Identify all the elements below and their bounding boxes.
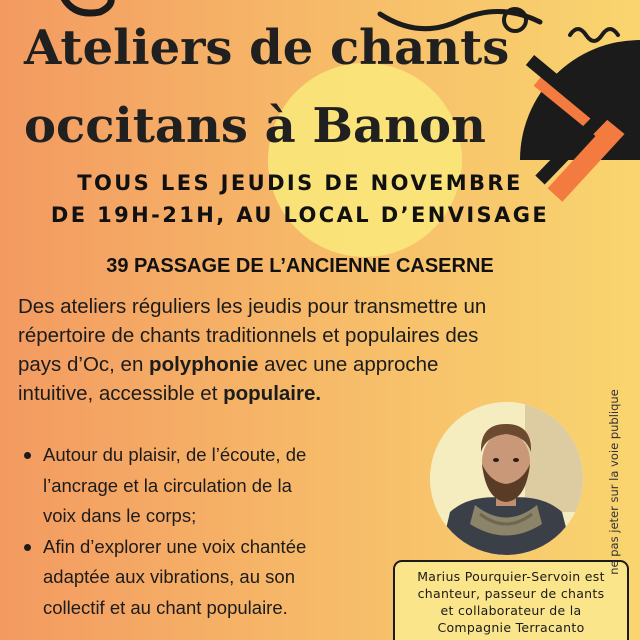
title-line-1: Ateliers de chants [24, 20, 510, 76]
bullet-list [18, 440, 398, 623]
intro-paragraph [18, 292, 608, 408]
bullet-2-line-1: Afin d’explorer une voix chantée [43, 535, 307, 557]
intro-line-3-start: pays d’Oc, en [18, 353, 150, 376]
caption-line-2: chanteur, passeur de chants [417, 586, 605, 601]
legal-sidenote: ne pas jeter sur la voie publique [607, 389, 621, 575]
caption-line-4: Compagnie Terracanto [437, 620, 585, 635]
bullet-1-line-3: voix dans le corps; [43, 505, 197, 526]
intro-line-3 [18, 350, 608, 379]
bullet-1-line-1: Autour du plaisir, de l’écoute, de [43, 444, 307, 465]
bullet-dot-icon [24, 544, 31, 551]
sun-circle [268, 63, 462, 257]
portrait-illustration [430, 402, 583, 555]
address: 39 PASSAGE DE L’ANCIENNE CASERNE [106, 255, 494, 277]
title-line-2: occitans à Banon [24, 98, 486, 154]
intro-line-1: Des ateliers réguliers les jeudis pour transmettre un [18, 295, 487, 318]
singer-caption [393, 560, 629, 640]
bullet-dot-icon [24, 452, 31, 459]
polyphonie-highlight: polyphonie [149, 353, 259, 376]
list-item [18, 440, 398, 532]
bullet-2-line-3: collectif et au chant populaire. [43, 596, 288, 618]
populaire-highlight: populaire. [223, 382, 322, 405]
bullet-1-line-2: l’ancrage et la circulation de la [43, 474, 292, 496]
schedule-line-1: TOUS LES JEUDIS DE NOVEMBRE [77, 171, 523, 195]
caption-line-1: Marius Pourquier-Servoin est [417, 569, 605, 584]
black-swirl-top [60, 0, 111, 13]
intro-line-4-start: intuitive, accessible et [18, 382, 224, 405]
caption-line-3: et collaborateur de la [440, 603, 582, 618]
intro-line-3-end: avec une approche [258, 353, 439, 376]
singer-portrait [430, 402, 583, 555]
black-squiggle-right [570, 29, 618, 41]
bullet-2-line-2: adaptée aux vibrations, au son [43, 566, 295, 587]
schedule-line-2: DE 19H-21H, AU LOCAL D’ENVISAGE [50, 203, 550, 227]
list-item [18, 532, 398, 624]
intro-line-2: répertoire de chants traditionnels et populaires des [18, 324, 479, 347]
